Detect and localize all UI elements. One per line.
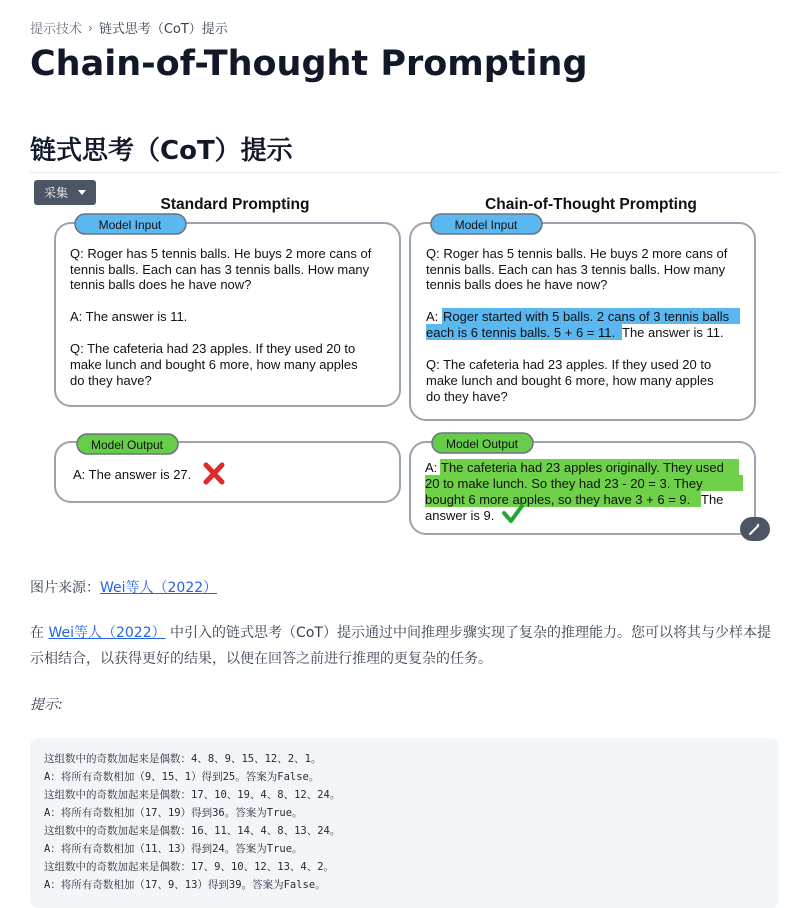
right-input-line: Q: Roger has 5 tennis balls. He buys 2 more cans of [426, 246, 728, 261]
code-line: A：将所有奇数相加（11、13）得到24。答案为True。 [44, 843, 303, 855]
code-line: A：将所有奇数相加（17、19）得到36。答案为True。 [44, 807, 303, 819]
code-line: A：将所有奇数相加（17、9、13）得到39。答案为False。 [44, 879, 326, 891]
right-input-line: do they have? [426, 389, 508, 404]
right-output-highlight: The cafeteria had 23 apples originally. They used [441, 460, 724, 475]
right-output-prefix: A: [425, 460, 438, 475]
right-input-line: tennis balls does he have now? [426, 277, 608, 292]
intro-paragraph [30, 620, 775, 672]
left-input-line: tennis balls. Each can has 3 tennis balls. How many [70, 262, 370, 277]
left-output-text: A: The answer is 27. [73, 467, 192, 482]
image-caption [30, 577, 217, 597]
right-answer-prefix: A: [426, 309, 439, 324]
right-input-line: make lunch and bought 6 more, how many apples [426, 373, 714, 388]
right-output-highlight: bought 6 more apples, so they have 3 + 6 = 9. [425, 492, 691, 507]
paragraph-prefix: 在 [30, 625, 49, 641]
code-line: 这组数中的奇数加起来是偶数：17、10、19、4、8、12、24。 [44, 789, 341, 801]
right-answer-suffix: The answer is 11. [622, 325, 724, 340]
section-title: 链式思考（CoT）提示 [30, 136, 293, 166]
chevron-right-icon: › [88, 20, 93, 35]
left-input-tag-label: Model Input [98, 218, 162, 232]
left-input-line: do they have? [70, 373, 152, 388]
code-line: A：将所有奇数相加（9、15、1）得到25。答案为False。 [44, 771, 320, 783]
right-input-line: Q: The cafeteria had 23 apples. If they used 20 to [426, 357, 712, 372]
right-output-suffix: answer is 9. [425, 508, 495, 523]
right-output-highlight: 20 to make lunch. So they had 23 - 20 = 3. They [425, 476, 703, 491]
code-line: 这组数中的奇数加起来是偶数：16、11、14、4、8、13、24。 [44, 825, 341, 837]
left-output-tag-label: Model Output [90, 438, 164, 452]
left-input-line: Q: The cafeteria had 23 apples. If they used 20 to [70, 341, 356, 356]
standard-title: Standard Prompting [160, 196, 310, 213]
section-divider [30, 172, 779, 173]
left-input-line: A: The answer is 11. [70, 309, 188, 324]
caption-source-link[interactable]: Wei等人（2022） [100, 580, 218, 596]
left-input-line: tennis balls does he have now? [70, 277, 252, 292]
right-answer-highlight: each is 6 tennis balls. 5 + 6 = 11. [426, 325, 616, 340]
right-answer-highlight: Roger started with 5 balls. 2 cans of 3 tennis balls [443, 309, 730, 324]
right-input-tag-label: Model Input [454, 218, 518, 232]
caret-down-icon [78, 190, 86, 195]
code-line: 这组数中的奇数加起来是偶数：4、8、9、15、12、2、1。 [44, 753, 322, 765]
wand-icon [748, 522, 762, 536]
right-output-suffix: The [701, 492, 724, 507]
prompt-code-block [30, 738, 779, 908]
paragraph-text: 中引入的链式思考（CoT）提示通过中间推理步骤实现了复杂的推理能力。您可以将其与少样本提示相结合，以获得更好的结果，以便在回答之前进行推理的更复杂的任务。 [30, 625, 771, 667]
hint-label: 提示: [30, 697, 63, 713]
paragraph-source-link[interactable]: Wei等人（2022） [48, 625, 166, 641]
code-line: 这组数中的奇数加起来是偶数：17、9、10、12、13、4、2。 [44, 861, 335, 873]
right-input-line: tennis balls. Each can has 3 tennis balls. How many [426, 262, 726, 277]
breadcrumb-current: 链式思考（CoT）提示 [98, 22, 228, 37]
left-input-line: Q: Roger has 5 tennis balls. He buys 2 more cans of [70, 246, 372, 261]
breadcrumb-parent[interactable]: 提示技术 [30, 22, 83, 37]
right-output-tag-label: Model Output [445, 437, 519, 451]
collect-button[interactable] [34, 180, 96, 205]
cot-figure [30, 176, 779, 546]
edit-image-button[interactable] [740, 517, 770, 541]
page-title: Chain-of-Thought Prompting [30, 44, 588, 84]
figure-image [30, 176, 779, 546]
left-input-line: make lunch and bought 6 more, how many apples [70, 357, 358, 372]
cot-title: Chain-of-Thought Prompting [485, 196, 697, 213]
breadcrumb [30, 18, 228, 37]
collect-label: 采集 [44, 186, 69, 200]
caption-prefix: 图片来源： [30, 580, 100, 596]
